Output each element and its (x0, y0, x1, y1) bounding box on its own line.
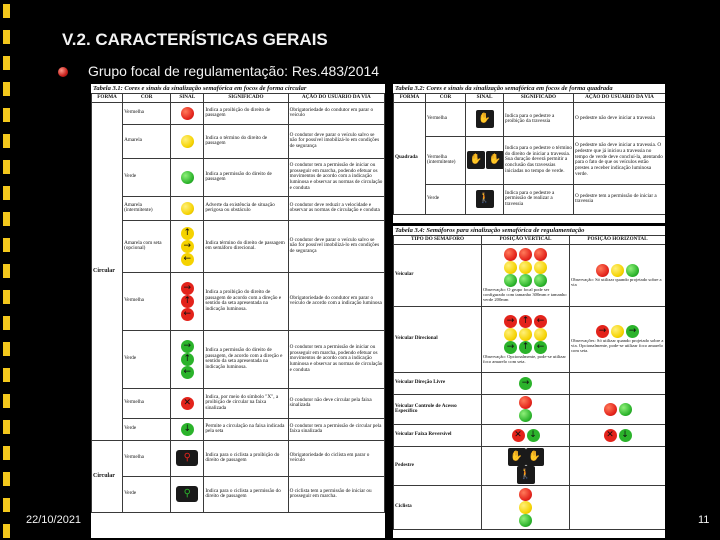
table-3-4-image (393, 226, 665, 538)
rail-dash (3, 472, 10, 486)
green-arrow-right-icon: → (519, 377, 532, 390)
green-light-icon (534, 274, 547, 287)
header-sinal: SINAL (171, 94, 204, 103)
cell-sinal (466, 102, 504, 136)
red-light-icon (604, 403, 617, 416)
rail-dash (3, 524, 10, 538)
table-header-row (394, 94, 666, 103)
cell-tipo: Veicular Direcional (394, 306, 482, 372)
yellow-arrow-right-icon: → (181, 240, 194, 253)
table-row (92, 388, 385, 418)
cell-sinal (171, 418, 204, 440)
green-light-icon (626, 264, 639, 277)
green-arrow-down-icon: ↓ (181, 423, 194, 436)
red-light-icon (504, 248, 517, 261)
cell-horizontal (570, 485, 666, 529)
cell-significado: Indica a proibição do direito de passagem de acordo com a direção e sentido da seta apresentada na indicação luminosa. (204, 272, 288, 330)
cell-acao: Obrigatoriedade do condutor em parar o veículo (288, 102, 384, 124)
cell-acao: O condutor não deve circular pela faixa sinalizada (288, 388, 384, 418)
red-arrow-up-icon: ↑ (181, 295, 194, 308)
table-row (92, 158, 385, 196)
table-row (394, 446, 666, 485)
green-light-icon (619, 403, 632, 416)
cell-sinal (171, 124, 204, 158)
header-forma: FORMA (92, 94, 123, 103)
green-light-icon (519, 409, 532, 422)
table-row (394, 102, 666, 136)
cell-cor: Vermelha (123, 388, 171, 418)
header-significado: SIGNIFICADO (504, 94, 574, 103)
cell-tipo: Pedestre (394, 446, 482, 485)
cell-cor: Verde (123, 158, 171, 196)
yellow-light-icon (534, 261, 547, 274)
table-3-2 (393, 93, 665, 215)
cell-horizontal (570, 244, 666, 306)
cell-sinal (466, 184, 504, 214)
cell-significado: Adverte da existência de situação perigosa ou obstáculo (204, 196, 288, 220)
red-light-icon (534, 248, 547, 261)
left-dashed-rail (0, 0, 16, 540)
rail-dash (3, 160, 10, 174)
red-x-icon: ✕ (181, 397, 194, 410)
cell-tipo: Veicular Direção Livre (394, 372, 482, 394)
table-row (92, 124, 385, 158)
rail-dash (3, 446, 10, 460)
cell-vertical (482, 424, 570, 446)
rail-dash (3, 420, 10, 434)
cell-significado: Indica para o ciclista a proibição do direito de passagem (204, 440, 288, 476)
table-row (394, 424, 666, 446)
cell-vertical (482, 244, 570, 306)
cell-cor: Vermelha (123, 272, 171, 330)
green-pedestrian-icon: 🚶 (517, 466, 535, 484)
header-significado: SIGNIFICADO (204, 94, 288, 103)
cell-acao: O condutor tem a permissão de circular pela faixa sinalizada (288, 418, 384, 440)
yellow-light-icon (534, 328, 547, 341)
yellow-light-icon (611, 264, 624, 277)
rail-dash (3, 342, 10, 356)
green-pedestrian-icon: 🚶 (476, 190, 494, 208)
cell-cor: Vermelha (123, 102, 171, 124)
cell-sinal (171, 196, 204, 220)
yellow-light-icon (519, 501, 532, 514)
cell-vertical (482, 485, 570, 529)
cell-cor: Amarela com seta (opcional) (123, 220, 171, 272)
red-hand-flashing-icon: ✋ (486, 151, 504, 169)
cell-cor: Vermelha (426, 102, 466, 136)
table-header-row (394, 236, 666, 245)
table-row (394, 306, 666, 372)
rail-dash (3, 56, 10, 70)
cell-cor: Amarela (123, 124, 171, 158)
slide-page-number: 11 (698, 514, 710, 526)
bullet-icon (58, 67, 68, 77)
rail-dash (3, 4, 10, 18)
cell-sinal (171, 330, 204, 388)
table-row (394, 136, 666, 184)
table-row (394, 485, 666, 529)
red-arrow-up-icon: ↑ (519, 315, 532, 328)
header-horizontal: POSIÇÃO HORIZONTAL (570, 236, 666, 245)
table-row (92, 418, 385, 440)
cell-significado: Indica a permissão do direito de passagem, de acordo com a direção e sentido da seta apresentada na indicação luminosa. (204, 330, 288, 388)
rail-dash (3, 186, 10, 200)
note-horizontal: Observação: Só utilizar quando projetado sobre a via (571, 276, 662, 287)
red-light-icon (181, 107, 194, 120)
rail-dash (3, 238, 10, 252)
header-cor: COR (426, 94, 466, 103)
rail-dash (3, 108, 10, 122)
red-light-icon (596, 264, 609, 277)
cell-cor: Amarela (intermitente) (123, 196, 171, 220)
table-row (92, 102, 385, 124)
rail-dash (3, 134, 10, 148)
cell-sinal (171, 158, 204, 196)
header-forma: FORMA (394, 94, 426, 103)
rail-dash (3, 368, 10, 382)
cell-significado: Indica para o ciclista a permissão do direito de passagem (204, 476, 288, 512)
table-3-2-caption: Tabela 3.2: Cores e sinais da sinalização semafórica em focos de forma quadrada (395, 85, 613, 92)
rail-dash (3, 498, 10, 512)
yellow-arrow-up-icon: ↑ (181, 227, 194, 240)
cell-acao: O pedestre tem a permissão de iniciar a travessia (574, 184, 666, 214)
cell-significado: Indica, por meio do símbolo "X", a proibição de circular na faixa sinalizada (204, 388, 288, 418)
cell-acao: O condutor deve parar o veículo salvo se não for possível imobilizá-lo em condições de segurança (288, 124, 384, 158)
green-arrow-up-icon: ↑ (181, 353, 194, 366)
cell-acao: O pedestre não deve iniciar a travessia. O pedestre que já iniciou a travessia no tempo de verde deve concluí-la, atentando para o fato de que os veículos estão prestes a receber indicação luminosa verde. (574, 136, 666, 184)
cell-sinal (171, 102, 204, 124)
cell-horizontal (570, 306, 666, 372)
cell-cor: Verde (123, 476, 171, 512)
rail-dash (3, 212, 10, 226)
cell-tipo: Veicular Faixa Reversível (394, 424, 482, 446)
form-cell: Quadrada (394, 102, 426, 214)
table-header-row (92, 94, 385, 103)
header-cor: COR (123, 94, 171, 103)
cell-sinal (466, 136, 504, 184)
cell-tipo: Veicular (394, 244, 482, 306)
red-hand-icon: ✋ (508, 448, 526, 466)
table-3-4 (393, 235, 665, 530)
cell-vertical (482, 372, 570, 394)
header-acao: AÇÃO DO USUÁRIO DA VIA (574, 94, 666, 103)
table-3-4-caption: Tabela 3.4: Semáforos para sinalização semafórica de regulamentação (395, 227, 585, 234)
green-light-icon (519, 274, 532, 287)
yellow-light-icon (519, 261, 532, 274)
rail-dash (3, 82, 10, 96)
form-cell: Circular (92, 102, 123, 440)
form-cell: Circular (92, 440, 123, 512)
slide-date: 22/10/2021 (26, 514, 82, 526)
red-hand-flashing-icon: ✋ (467, 151, 485, 169)
cell-acao: O pedestre não deve iniciar a travessia (574, 102, 666, 136)
green-arrow-left-icon: ← (181, 366, 194, 379)
cell-sinal (171, 440, 204, 476)
red-arrow-left-icon: ← (181, 308, 194, 321)
table-3-1-caption: Tabela 3.1: Cores e sinais da sinalização semafórica em focos de forma circular (93, 85, 307, 92)
red-x-icon: ✕ (604, 429, 617, 442)
green-light-icon (181, 171, 194, 184)
cell-cor: Vermelha (123, 440, 171, 476)
yellow-light-icon (181, 202, 194, 215)
cell-cor: Verde (426, 184, 466, 214)
red-light-icon (519, 488, 532, 501)
rail-dash (3, 30, 10, 44)
table-row (394, 372, 666, 394)
green-arrow-right-icon: → (181, 340, 194, 353)
table-row (92, 272, 385, 330)
yellow-arrow-left-icon: ← (181, 253, 194, 266)
cell-acao: O condutor deve reduzir a velocidade e observar as normas de circulação e conduta (288, 196, 384, 220)
cell-significado: Indica o término do direito de passagem (204, 124, 288, 158)
cell-acao: O ciclista tem a permissão de iniciar ou prosseguir em marcha. (288, 476, 384, 512)
header-acao: AÇÃO DO USUÁRIO DA VIA (288, 94, 384, 103)
table-row (92, 196, 385, 220)
red-arrow-right-icon: → (596, 325, 609, 338)
cell-significado: Indica a proibição do direito de passagem (204, 102, 288, 124)
table-row (92, 476, 385, 512)
green-arrow-right-icon: → (504, 341, 517, 354)
red-hand-icon: ✋ (476, 110, 494, 128)
cell-significado: Permite a circulação na faixa indicada pela seta (204, 418, 288, 440)
note-vertical: Observação: O grupo focal pode ser configurado com tamanho 300mm e tamanho verde 200mm (483, 287, 567, 303)
cell-acao: Obrigatoriedade do condutor em parar o veículo de acordo com a indicação luminosa (288, 272, 384, 330)
table-row (92, 440, 385, 476)
cell-tipo: Ciclista (394, 485, 482, 529)
slide-title: V.2. CARACTERÍSTICAS GERAIS (62, 30, 328, 49)
bullet-text: Grupo focal de regulamentação: Res.483/2014 (88, 63, 380, 79)
cell-significado: Indica para o pedestre a proibição da travessia (504, 102, 574, 136)
table-3-1-image (91, 84, 385, 538)
rail-dash (3, 264, 10, 278)
cell-sinal (171, 388, 204, 418)
cell-acao: O condutor deve parar o veículo salvo se não for possível imobilizá-lo em condições de segurança (288, 220, 384, 272)
table-row (394, 244, 666, 306)
cell-sinal (171, 272, 204, 330)
cell-acao: O condutor tem a permissão de iniciar ou prosseguir em marcha, podendo efetuar os movimentos de acordo com a indicação luminosa e observar as normas de circulação e conduta (288, 158, 384, 196)
green-arrow-down-icon: ↓ (619, 429, 632, 442)
cell-acao: Obrigatoriedade do ciclista em parar o veículo (288, 440, 384, 476)
green-light-icon (519, 514, 532, 527)
red-bicycle-icon: ⚲ (176, 450, 198, 466)
table-row (92, 220, 385, 272)
rail-dash (3, 290, 10, 304)
table-row (394, 184, 666, 214)
yellow-light-icon (504, 328, 517, 341)
green-arrow-right-icon: → (626, 325, 639, 338)
red-arrow-right-icon: → (504, 315, 517, 328)
table-row (92, 330, 385, 388)
header-tipo: TIPO DO SEMÁFORO (394, 236, 482, 245)
note-vertical: Observação: Opcionalmente, pode-se utilizar foco amarelo com seta. (483, 353, 566, 364)
red-arrow-right-icon: → (181, 282, 194, 295)
red-arrow-left-icon: ← (534, 315, 547, 328)
cell-horizontal (570, 424, 666, 446)
yellow-light-icon (519, 328, 532, 341)
green-arrow-left-icon: ← (534, 341, 547, 354)
note-horizontal: Observações: Só utilizar quando projetado sobre a via. Opcionalmente, pode-se utilizar foco amarelo com seta. (571, 338, 664, 354)
cell-significado: Indica término do direito de passagem em semáforo direcional. (204, 220, 288, 272)
cell-horizontal (570, 372, 666, 394)
header-vertical: POSIÇÃO VERTICAL (482, 236, 570, 245)
green-arrow-up-icon: ↑ (519, 341, 532, 354)
cell-vertical (482, 446, 570, 485)
yellow-light-icon (504, 261, 517, 274)
cell-sinal (171, 476, 204, 512)
cell-tipo: Veicular Controle de Acesso Específico (394, 394, 482, 424)
yellow-light-icon (181, 135, 194, 148)
cell-sinal (171, 220, 204, 272)
green-arrow-down-icon: ↓ (527, 429, 540, 442)
red-light-icon (519, 248, 532, 261)
rail-dash (3, 316, 10, 330)
green-light-icon (504, 274, 517, 287)
cell-vertical (482, 394, 570, 424)
red-x-icon: ✕ (512, 429, 525, 442)
cell-cor: Vermelha (intermitente) (426, 136, 466, 184)
cell-horizontal (570, 394, 666, 424)
table-3-2-image (393, 84, 665, 223)
yellow-light-icon (611, 325, 624, 338)
cell-significado: Indica para o pedestre o término do direito de iniciar a travessia. Sua duração deverá permitir a conclusão das travessias iniciadas no tempo de verde. (504, 136, 574, 184)
cell-significado: Indica para o pedestre a permissão de realizar a travessia (504, 184, 574, 214)
cell-significado: Indica a permissão do direito de passagem (204, 158, 288, 196)
cell-cor: Verde (123, 330, 171, 388)
green-bicycle-icon: ⚲ (176, 486, 198, 502)
red-light-icon (519, 396, 532, 409)
red-hand-icon: ✋ (526, 448, 544, 466)
table-row (394, 394, 666, 424)
cell-horizontal (570, 446, 666, 485)
table-3-1 (91, 93, 385, 513)
cell-vertical (482, 306, 570, 372)
header-sinal: SINAL (466, 94, 504, 103)
rail-dash (3, 394, 10, 408)
cell-cor: Verde (123, 418, 171, 440)
cell-acao: O condutor tem a permissão de iniciar ou prosseguir em marcha, podendo efetuar os movimentos de acordo com a indicação luminosa e observar as normas de circulação e conduta (288, 330, 384, 388)
